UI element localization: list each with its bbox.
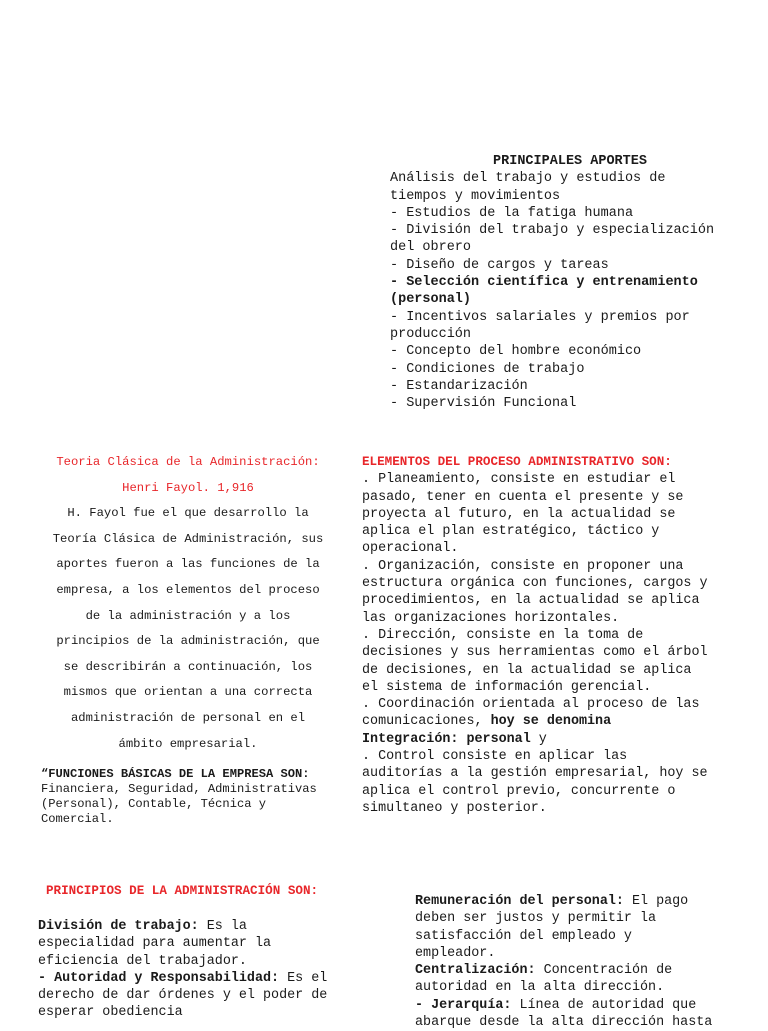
teoria-line: ámbito empresarial. [118,736,258,751]
remuneracion-text: El pago [623,894,689,909]
elementos-title: ELEMENTOS DEL PROCESO ADMINISTRATIVO SON: [362,455,672,469]
aportes-title: PRINCIPALES APORTES [493,154,647,169]
teoria-line: H. Fayol fue el que desarrollo la [67,506,309,521]
centralizacion-text: Concentración de [535,963,673,979]
funciones-line: Financiera, Seguridad, Administrativas [41,782,317,796]
elementos-line: decisiones y sus herramientas como el árbol [362,645,708,661]
remun-line: autoridad en la alta dirección. [415,980,665,996]
elementos-line: simultaneo y posterior. [362,800,547,816]
coord-bold: hoy se denomina [482,714,612,730]
elementos-line: estructura orgánica con funciones, cargos y [362,576,708,592]
principio-line: esperar obediencia [38,1005,183,1021]
remun-line [415,962,745,979]
elementos-line [362,731,742,748]
aportes-line: - Estudios de la fatiga humana [390,205,634,221]
principales-aportes-section [390,153,750,412]
remun-line [415,997,745,1014]
principios-title: PRINCIPIOS DE LA ADMINISTRACIÓN SON: [46,884,319,898]
teoria-line: empresa, a los elementos del proceso [56,582,320,597]
teoria-line: Teoría Clásica de Administración, sus [52,531,324,546]
principio-line [38,970,358,987]
remuneracion-section [415,893,745,1031]
teoria-line: se describirán a continuación, los [63,659,313,674]
elementos-line: . Coordinación orientada al proceso de las [362,697,700,713]
teoria-line: mismos que orientan a una correcta [63,685,313,700]
principio-line: derecho de dar órdenes y el poder de [38,988,328,1004]
remun-line [415,893,745,910]
elementos-line: pasado, tener en cuenta el presente y se [362,489,684,505]
autoridad-text: Es el [279,970,328,986]
aportes-line: (personal) [390,292,472,308]
aportes-line: Análisis del trabajo y estudios de [390,171,666,187]
remun-line: deben ser justos y permitir la [415,911,657,927]
teoria-line: principios de la administración, que [56,634,320,649]
teoria-title: Teoria Clásica de la Administración: [56,455,320,469]
funciones-line: (Personal), Contable, Técnica y [41,797,266,811]
aportes-line: producción [390,326,472,342]
aportes-line: - División del trabajo y especialización [390,223,715,239]
principio-line: eficiencia del trabajador. [38,953,247,969]
funciones-line: Comercial. [41,812,114,826]
elementos-proceso-section [362,454,742,817]
elementos-line: aplica el control previo, concurrente o [362,783,676,799]
elementos-line: las organizaciones horizontales. [362,610,620,626]
centralizacion-bold: Centralización: [415,963,536,979]
teoria-line: aportes fueron a las funciones de la [56,557,320,572]
aportes-line: del obrero [390,240,472,256]
division-text: Es la [198,919,247,934]
elementos-line: . Control consiste en aplicar las [362,749,628,765]
teoria-subtitle: Henri Fayol. 1,916 [122,480,254,495]
remun-line: empleador. [415,945,496,961]
remuneracion-bold: Remuneración del personal: [415,894,624,909]
elementos-line: proyecta al futuro, en la actualidad se [362,506,676,522]
aportes-line: - Incentivos salariales y premios por [390,309,690,325]
division-bold: División de trabajo: [38,919,199,934]
aportes-line: - Concepto del hombre económico [390,344,642,360]
elementos-line: . Planeamiento, consiste en estudiar el [362,472,676,488]
coord-text: comunicaciones, [362,714,483,730]
jerarquia-bold: - Jerarquía: [415,997,512,1013]
integracion-text: y [530,731,547,747]
jerarquia-text: Línea de autoridad que [511,997,697,1013]
elementos-line: procedimientos, en la actualidad se aplica [362,593,700,609]
teoria-line: administración de personal en el [70,710,306,725]
aportes-line: - Diseño de cargos y tareas [390,257,609,273]
teoria-line: de la administración y a los [85,608,291,623]
elementos-line: el sistema de información gerencial. [362,679,652,695]
aportes-line: - Supervisión Funcional [390,396,577,412]
remun-line: abarque desde la alta dirección hasta [415,1015,713,1031]
aportes-line: - Selección científica y entrenamiento [390,275,698,291]
elementos-line: de decisiones, en la actualidad se aplica [362,662,692,678]
teoria-clasica-section [40,450,336,757]
remun-line: satisfacción del empleado y [415,928,632,944]
principio-line [38,918,358,935]
elementos-line: auditorías a la gestión empresarial, hoy se [362,766,708,782]
integracion-bold: Integración: personal [362,731,531,747]
aportes-line: - Estandarización [390,378,528,394]
autoridad-bold: - Autoridad y Responsabilidad: [38,970,280,986]
principios-section [38,918,358,1022]
elementos-line: aplica el plan estratégico, táctico y [362,524,660,540]
funciones-basicas-section [41,767,341,827]
elementos-line [362,713,742,730]
elementos-line: operacional. [362,541,459,557]
aportes-line: - Condiciones de trabajo [390,361,585,377]
aportes-line: tiempos y movimientos [390,188,561,204]
elementos-line: . Organización, consiste en proponer una [362,558,684,574]
elementos-line: . Dirección, consiste en la toma de [362,627,644,643]
funciones-title: “FUNCIONES BÁSICAS DE LA EMPRESA SON: [41,767,310,781]
principio-line: especialidad para aumentar la [38,936,272,952]
